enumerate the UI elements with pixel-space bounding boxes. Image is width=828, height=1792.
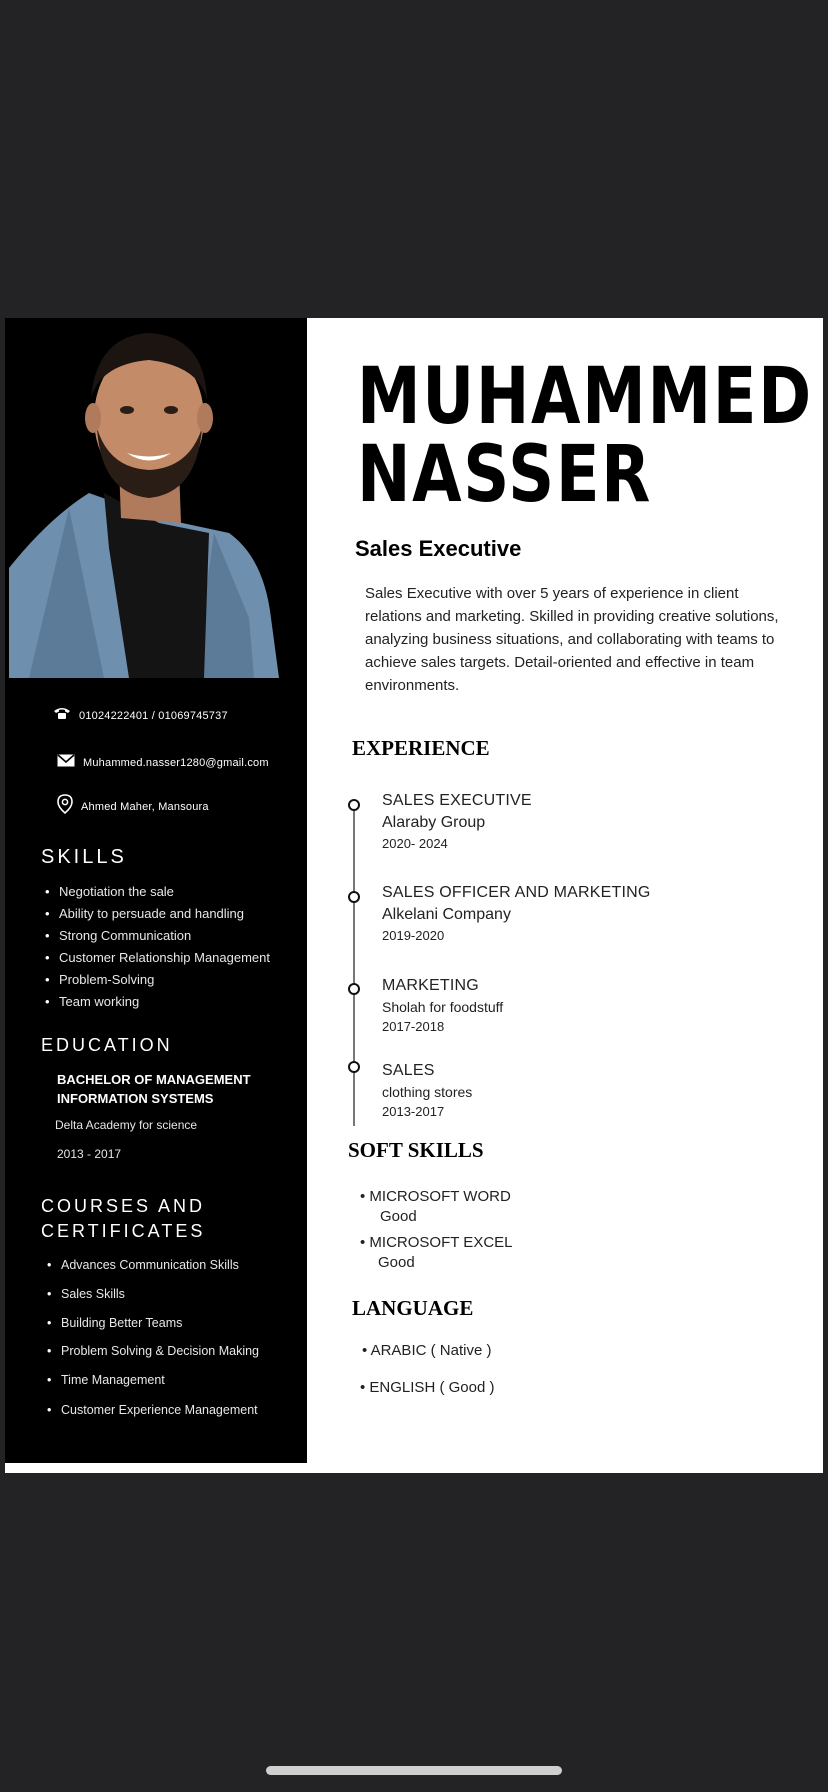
resume-sidebar: [5, 318, 307, 1463]
profile-summary: Sales Executive with over 5 years of experience in client relations and marketing. Skilled in providing creative solutions, analyzing business situations, and collaborating with teams to achieve sales targets. Detail-oriented and effective in team environments.: [365, 585, 779, 694]
address-text: Ahmed Maher, Mansoura: [81, 800, 209, 813]
job-years: 2020- 2024: [382, 836, 448, 851]
timeline-line: [353, 804, 355, 1126]
soft-skill-item: [360, 1187, 511, 1227]
timeline-dot-icon: [348, 891, 360, 903]
job-years: 2019-2020: [382, 928, 445, 943]
soft-skill-item: [360, 1233, 513, 1273]
profile-photo-illustration: [9, 318, 287, 678]
job-title: MARKETING: [382, 977, 479, 994]
home-indicator[interactable]: [266, 1766, 562, 1775]
skill-item: • Strong Communication: [59, 928, 270, 950]
courses-heading-line1: COURSES AND: [41, 1196, 206, 1216]
courses-heading: [41, 1194, 205, 1244]
soft-skills-heading: SOFT SKILLS: [348, 1138, 484, 1162]
email-text: Muhammed.nasser1280@gmail.com: [83, 757, 269, 769]
education-years: 2013 - 2017: [57, 1147, 122, 1161]
experience-entry: [382, 792, 532, 851]
course-item: • Sales Skills: [61, 1287, 259, 1316]
experience-heading: EXPERIENCE: [352, 736, 490, 760]
last-name: NASSER: [357, 430, 653, 520]
phone-text: 01024222401 / 01069745737: [79, 709, 228, 722]
course-item: • Problem Solving & Decision Making: [61, 1344, 259, 1373]
job-company: Alaraby Group: [382, 814, 486, 831]
timeline-dot-icon: [348, 1061, 360, 1073]
course-item: • Advances Communication Skills: [61, 1258, 259, 1287]
soft-skill-level: Good: [380, 1208, 417, 1225]
job-company: Sholah for foodstuff: [382, 999, 504, 1015]
soft-skill-name: • MICROSOFT WORD: [360, 1188, 511, 1205]
full-name: [357, 352, 813, 520]
experience-entry: [382, 884, 651, 943]
experience-entry: [382, 977, 503, 1034]
soft-skill-name: • MICROSOFT EXCEL: [360, 1234, 513, 1251]
experience-entry: [382, 1062, 472, 1119]
job-company: Alkelani Company: [382, 906, 511, 923]
course-item: • Building Better Teams: [61, 1316, 259, 1344]
skill-item: • Customer Relationship Management: [59, 950, 270, 972]
contact-phone: [53, 706, 228, 725]
skill-item: • Problem-Solving: [59, 972, 270, 994]
contact-address: [57, 794, 209, 819]
education-degree-line1: BACHELOR OF MANAGEMENT: [57, 1072, 251, 1087]
skill-item: • Ability to persuade and handling: [59, 906, 270, 928]
envelope-icon: [57, 754, 75, 772]
profile-photo: [9, 318, 287, 678]
language-heading: LANGUAGE: [352, 1296, 474, 1320]
job-company: clothing stores: [382, 1084, 473, 1100]
resume-page: [5, 318, 823, 1473]
location-pin-icon: [57, 794, 73, 819]
courses-heading-line2: CERTIFICATES: [41, 1221, 206, 1241]
job-title: SALES: [382, 1062, 435, 1079]
skill-item: • Negotiation the sale: [59, 884, 270, 906]
job-role: Sales Executive: [355, 536, 522, 561]
skills-heading: SKILLS: [41, 846, 127, 868]
phone-icon: [53, 706, 71, 725]
contact-email: [57, 754, 269, 772]
language-item: • ENGLISH ( Good ): [360, 1379, 495, 1396]
course-item: • Time Management: [61, 1373, 259, 1403]
education-degree: [57, 1070, 251, 1108]
first-name: MUHAMMED: [357, 352, 813, 442]
courses-list: [47, 1258, 259, 1432]
job-years: 2013-2017: [382, 1104, 445, 1119]
language-item: • ARABIC ( Native ): [362, 1342, 492, 1359]
education-heading: EDUCATION: [41, 1035, 173, 1055]
soft-skill-level: Good: [378, 1254, 415, 1271]
education-degree-line2: INFORMATION SYSTEMS: [57, 1091, 214, 1106]
course-item: • Customer Experience Management: [61, 1403, 259, 1432]
timeline-dot-icon: [348, 983, 360, 995]
job-title: SALES OFFICER AND MARKETING: [382, 884, 651, 901]
timeline-dot-icon: [348, 799, 360, 811]
skill-item: • Team working: [59, 994, 270, 1016]
job-title: SALES EXECUTIVE: [382, 792, 532, 809]
education-school: Delta Academy for science: [55, 1118, 198, 1132]
skills-list: [45, 884, 270, 1016]
job-years: 2017-2018: [382, 1019, 445, 1034]
